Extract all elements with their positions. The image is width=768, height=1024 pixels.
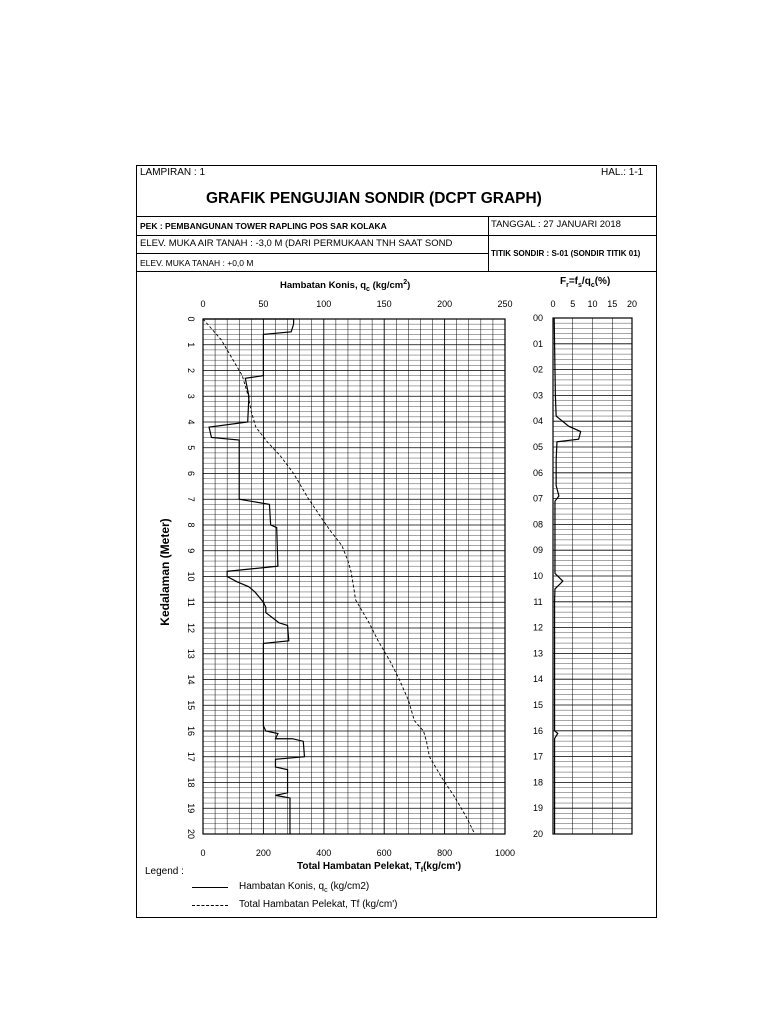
x-tick-label-top: 100: [316, 299, 332, 309]
fr-y-tick-label: 04: [532, 416, 544, 427]
y-tick-label: 5: [186, 445, 196, 451]
y-tick-label: 18: [186, 777, 196, 788]
fr-y-tick-label: 16: [532, 725, 544, 736]
project-label: PEK : PEMBANGUNAN TOWER RAPLING POS SAR KOLAKA: [140, 221, 387, 231]
fr-y-tick-label: 13: [532, 648, 544, 659]
date-label: TANGGAL : 27 JANUARI 2018: [491, 219, 621, 230]
x-tick-label-bottom: 200: [255, 848, 271, 858]
chart-title-qc: Hambatan Konis, $q_c$ $(kg/cm^2)$: [280, 279, 411, 294]
x-axis-label-bottom: Total Hambatan Pelekat, $T_f(kg/cm')$: [297, 861, 462, 874]
fr-y-tick-label: 17: [532, 751, 544, 762]
fr-y-tick-label: 10: [532, 571, 544, 581]
fr-y-tick-label: 05: [532, 442, 544, 452]
ground-elevation: ELEV. MUKA TANAH : +0,0 M: [140, 258, 254, 268]
fr-x-tick-label: 20: [626, 299, 638, 309]
fr-x-tick-label: 10: [587, 299, 598, 309]
y-axis-label: Kedalaman (Meter): [158, 518, 172, 626]
chart-title-fr: $F_r=f_s/q_c(\%)$: [560, 276, 611, 289]
y-tick-label: 8: [186, 522, 196, 528]
fr-x-tick-label: 5: [570, 299, 576, 309]
x-tick-label-top: 50: [258, 299, 269, 309]
fr-y-tick-label: 19: [532, 803, 544, 814]
x-tick-label-bottom: 0: [200, 848, 206, 858]
fr-y-tick-label: 00: [532, 313, 544, 323]
x-tick-label-top: 150: [376, 299, 392, 309]
x-tick-label-bottom: 600: [376, 848, 392, 858]
legend-title: Legend :: [145, 866, 184, 877]
y-tick-label: 4: [186, 419, 196, 425]
legend-item-tf: Total Hambatan Pelekat, Tf (kg/cm'): [239, 899, 398, 910]
fr-y-tick-label: 14: [532, 674, 544, 685]
page-number: HAL.: 1-1: [601, 167, 644, 178]
y-tick-label: 16: [186, 725, 196, 737]
y-tick-label: 17: [186, 751, 196, 762]
groundwater-elevation: ELEV. MUKA AIR TANAH : -3,0 M (DARI PERMUKAAN TNH SAAT SOND: [140, 238, 453, 249]
legend-item-qc: Hambatan Konis, $q_c$ (kg/cm2): [239, 881, 370, 894]
fr-y-tick-label: 01: [532, 338, 544, 349]
legend-dashed-line: [192, 905, 228, 906]
fr-y-tick-label: 06: [532, 467, 544, 478]
y-tick-label: 6: [186, 470, 196, 477]
legend-solid-line: [192, 887, 228, 888]
y-tick-label: 1: [186, 342, 196, 348]
x-tick-label-bottom: 400: [316, 848, 332, 858]
fr-y-tick-label: 20: [532, 829, 544, 839]
y-tick-label: 20: [186, 828, 196, 840]
sounding-point: TITIK SONDIR : S-01 (SONDIR TITIK 01): [491, 249, 641, 258]
x-tick-label-top: 250: [497, 299, 513, 309]
y-tick-label: 2: [186, 367, 196, 374]
page-title: GRAFIK PENGUJIAN SONDIR (DCPT GRAPH): [206, 190, 542, 207]
fr-x-tick-label: 0: [550, 299, 556, 309]
fr-y-tick-label: 11: [533, 596, 543, 607]
y-tick-label: 7: [186, 496, 196, 502]
y-tick-label: 19: [186, 803, 196, 814]
x-tick-label-top: 200: [437, 299, 453, 309]
y-tick-label: 9: [186, 548, 196, 554]
x-tick-label-top: 0: [200, 299, 206, 309]
fr-y-tick-label: 08: [532, 519, 544, 530]
y-tick-label: 13: [186, 648, 196, 659]
fr-x-tick-label: 15: [607, 299, 618, 309]
y-tick-label: 12: [186, 622, 196, 634]
lampiran-label: LAMPIRAN : 1: [140, 167, 206, 178]
fr-y-tick-label: 09: [532, 545, 544, 556]
fr-y-tick-label: 12: [532, 622, 544, 633]
y-tick-label: 10: [186, 571, 196, 582]
fr-y-tick-label: 18: [532, 777, 544, 788]
fr-y-tick-label: 02: [532, 364, 544, 375]
y-tick-label: 15: [186, 700, 196, 711]
x-tick-label-bottom: 800: [437, 848, 453, 858]
fr-y-tick-label: 15: [532, 700, 544, 710]
y-tick-label: 14: [186, 674, 196, 685]
x-tick-label-bottom: 1000: [494, 848, 516, 858]
fr-y-tick-label: 03: [532, 390, 544, 401]
fr-y-tick-label: 07: [532, 493, 544, 504]
y-tick-label: 3: [186, 393, 196, 399]
y-tick-label: 11: [186, 597, 196, 607]
y-tick-label: 0: [186, 316, 196, 322]
